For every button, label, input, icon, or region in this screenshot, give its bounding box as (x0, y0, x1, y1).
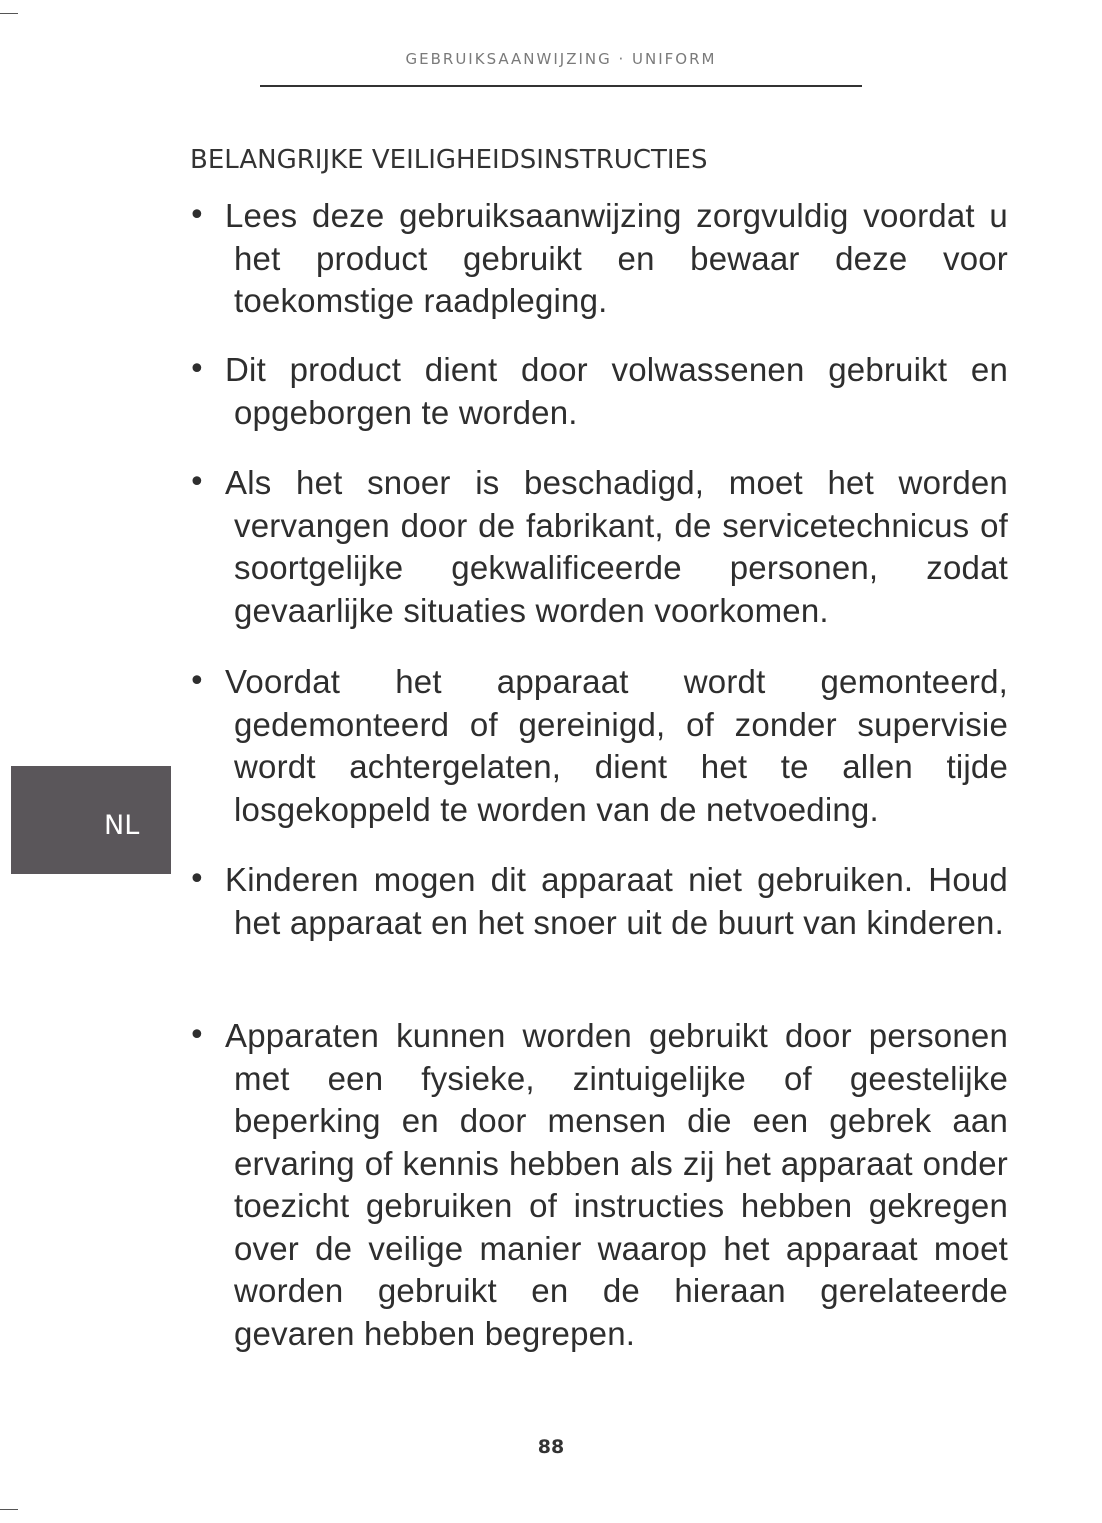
language-tab (11, 766, 171, 874)
page-number: 88 (537, 1436, 565, 1458)
instruction-text: Dit product dient door volwassenen gebruikt en opgeborgen te worden. (225, 351, 1008, 431)
list-item (188, 859, 1008, 944)
crop-mark-bottom (0, 1509, 18, 1510)
bullet-icon: • (188, 352, 206, 387)
running-header: GEBRUIKSAANWIJZING · UNIFORM (405, 50, 717, 68)
list-item (188, 462, 1008, 632)
list-item (188, 661, 1008, 831)
instruction-text: Als het snoer is beschadigd, moet het worden vervangen door de fabrikant, de servicetechnicus of soortgelijke gekwalificeerde personen, zodat gevaarlijke situaties worden voorkomen. (225, 464, 1008, 629)
instruction-text: Voordat het apparaat wordt gemonteerd, gedemonteerd of gereinigd, of zonder supervisie wordt achtergelaten, dient het te allen tijde losgekoppeld te worden van de netvoeding. (225, 663, 1008, 828)
bullet-icon: • (188, 862, 206, 897)
language-tab-label: NL (104, 810, 140, 841)
header-rule (260, 85, 862, 87)
bullet-icon: • (188, 664, 206, 699)
list-item (188, 349, 1008, 434)
bullet-icon: • (188, 198, 206, 233)
instruction-text: Kinderen mogen dit apparaat niet gebruiken. Houd het apparaat en het snoer uit de buurt van kinderen. (225, 861, 1008, 941)
instruction-text: Apparaten kunnen worden gebruikt door personen met een fysieke, zintuigelijke of geestelijke beperking en door mensen die een gebrek aan ervaring of kennis hebben als zij het apparaat onder toezicht gebruiken of instructies hebben gekregen over de veilige manier waarop het apparaat moet worden gebruikt en de hieraan gerelateerde gevaren hebben begrepen. (225, 1017, 1008, 1352)
list-item (188, 1015, 1008, 1355)
list-item (188, 195, 1008, 323)
crop-mark-top (0, 13, 18, 14)
section-title: BELANGRIJKE VEILIGHEIDSINSTRUCTIES (190, 145, 708, 175)
instruction-text: Lees deze gebruiksaanwijzing zorgvuldig voordat u het product gebruikt en bewaar deze voor toekomstige raadpleging. (225, 197, 1008, 319)
bullet-icon: • (188, 1018, 206, 1053)
bullet-icon: • (188, 465, 206, 500)
